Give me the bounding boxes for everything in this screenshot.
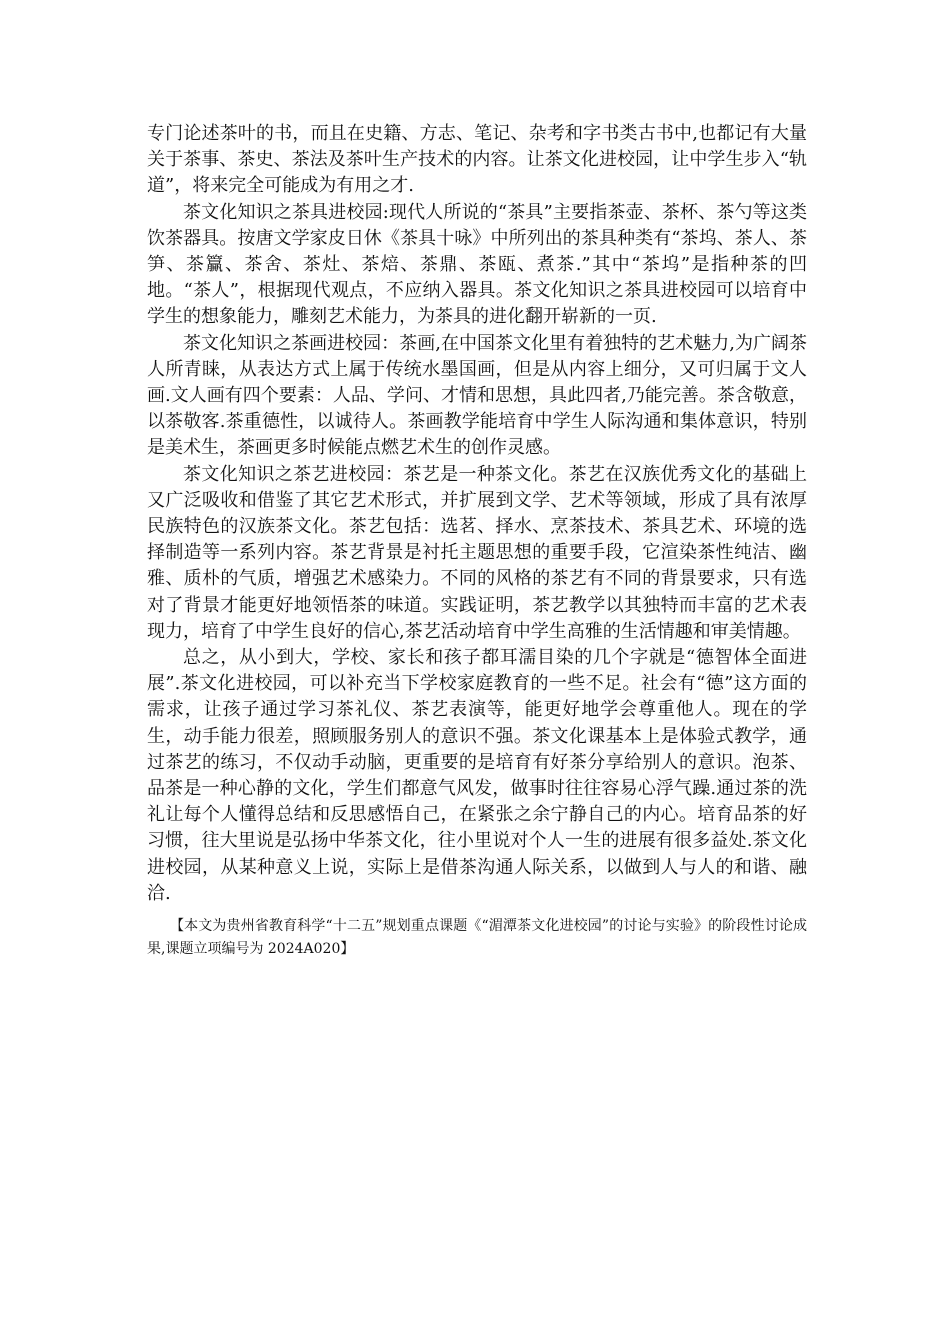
paragraph-tea-art: 茶文化知识之茶艺进校园：茶艺是一种茶文化。茶艺在汉族优秀文化的基础上又广泛吸收和借鉴了其它艺术形式，并扩展到文学、艺术等领域，形成了具有浓厚民族特色的汉族茶文化。茶艺包括：选茗、择水、烹茶技术、茶具艺术、环境的选择制造等一系列内容。茶艺背景是衬托主题思想的重要手段，它渲染茶性纯洁、幽雅、质朴的气质，增强艺术感染力。不同的风格的茶艺有不同的背景要求，只有选对了背景才能更好地领悟茶的味道。实践证明，茶艺教学以其独特而丰富的艺术表现力，培育了中学生良好的信心,茶艺活动培育中学生高雅的生活情趣和审美情趣。 [147,463,807,642]
article-body [147,121,807,907]
paragraph-continuation: 专门论述茶叶的书，而且在史籍、方志、笔记、杂考和字书类古书中,也都记有大量关于茶事、茶史、茶法及茶叶生产技术的内容。让茶文化进校园，让中学生步入“轨道”，将来完全可能成为有用之才. [147,123,807,197]
paragraph-tea-painting: 茶文化知识之茶画进校园：茶画,在中国茶文化里有着独特的艺术魅力,为广阔茶人所青睐，从表达方式上属于传统水墨国画，但是从内容上细分，又可归属于文人画.文人画有四个要素：人品、学问、才情和思想，具此四者,乃能完善。茶含敬意，以茶敬客.茶重德性，以诚待人。茶画教学能培育中学生人际沟通和集体意识，特别是美术生，茶画更多时候能点燃艺术生的创作灵感。 [147,332,807,459]
paragraph-conclusion: 总之，从小到大，学校、家长和孩子都耳濡目染的几个字就是“德智体全面进展”.茶文化进校园，可以补充当下学校家庭教育的一些不足。社会有“德”这方面的需求，让孩子通过学习茶礼仪、茶艺表演等，能更好地学会尊重他人。现在的学生，动手能力很差，照顾服务别人的意识不强。茶文化课基本上是体验式教学，通过茶艺的练习，不仅动手动脑，更重要的是培育有好茶分享给别人的意识。泡茶、品茶是一种心静的文化，学生们都意气风发，做事时往往容易心浮气躁.通过茶的洗礼让每个人懂得总结和反思感悟自己，在紧张之余宁静自己的内心。培育品茶的好习惯，往大里说是弘扬中华茶文化，往小里说对个人一生的进展有很多益处.茶文化进校园，从某种意义上说，实际上是借茶沟通人际关系，以做到人与人的和谐、融洽. [147,647,807,904]
paragraph-tea-ware: 茶文化知识之茶具进校园:现代人所说的“茶具”主要指茶壶、茶杯、茶勺等这类饮茶器具。按唐文学家皮日休《茶具十咏》中所列出的茶具种类有“茶坞、茶人、茶笋、茶籯、茶舍、茶灶、茶焙、茶鼎、茶瓯、煮茶.”其中“茶坞”是指种茶的凹地。“茶人”，根据现代观点，不应纳入器具。茶文化知识之茶具进校园可以培育中学生的想象能力，雕刻艺术能力，为茶具的进化翻开崭新的一页. [147,201,807,328]
footnote: 【本文为贵州省教育科学“十二五”规划重点课题《“湄潭茶文化进校园”的讨论与实验》的阶段性讨论成果,课题立项编号为 2024A020】 [147,918,807,957]
